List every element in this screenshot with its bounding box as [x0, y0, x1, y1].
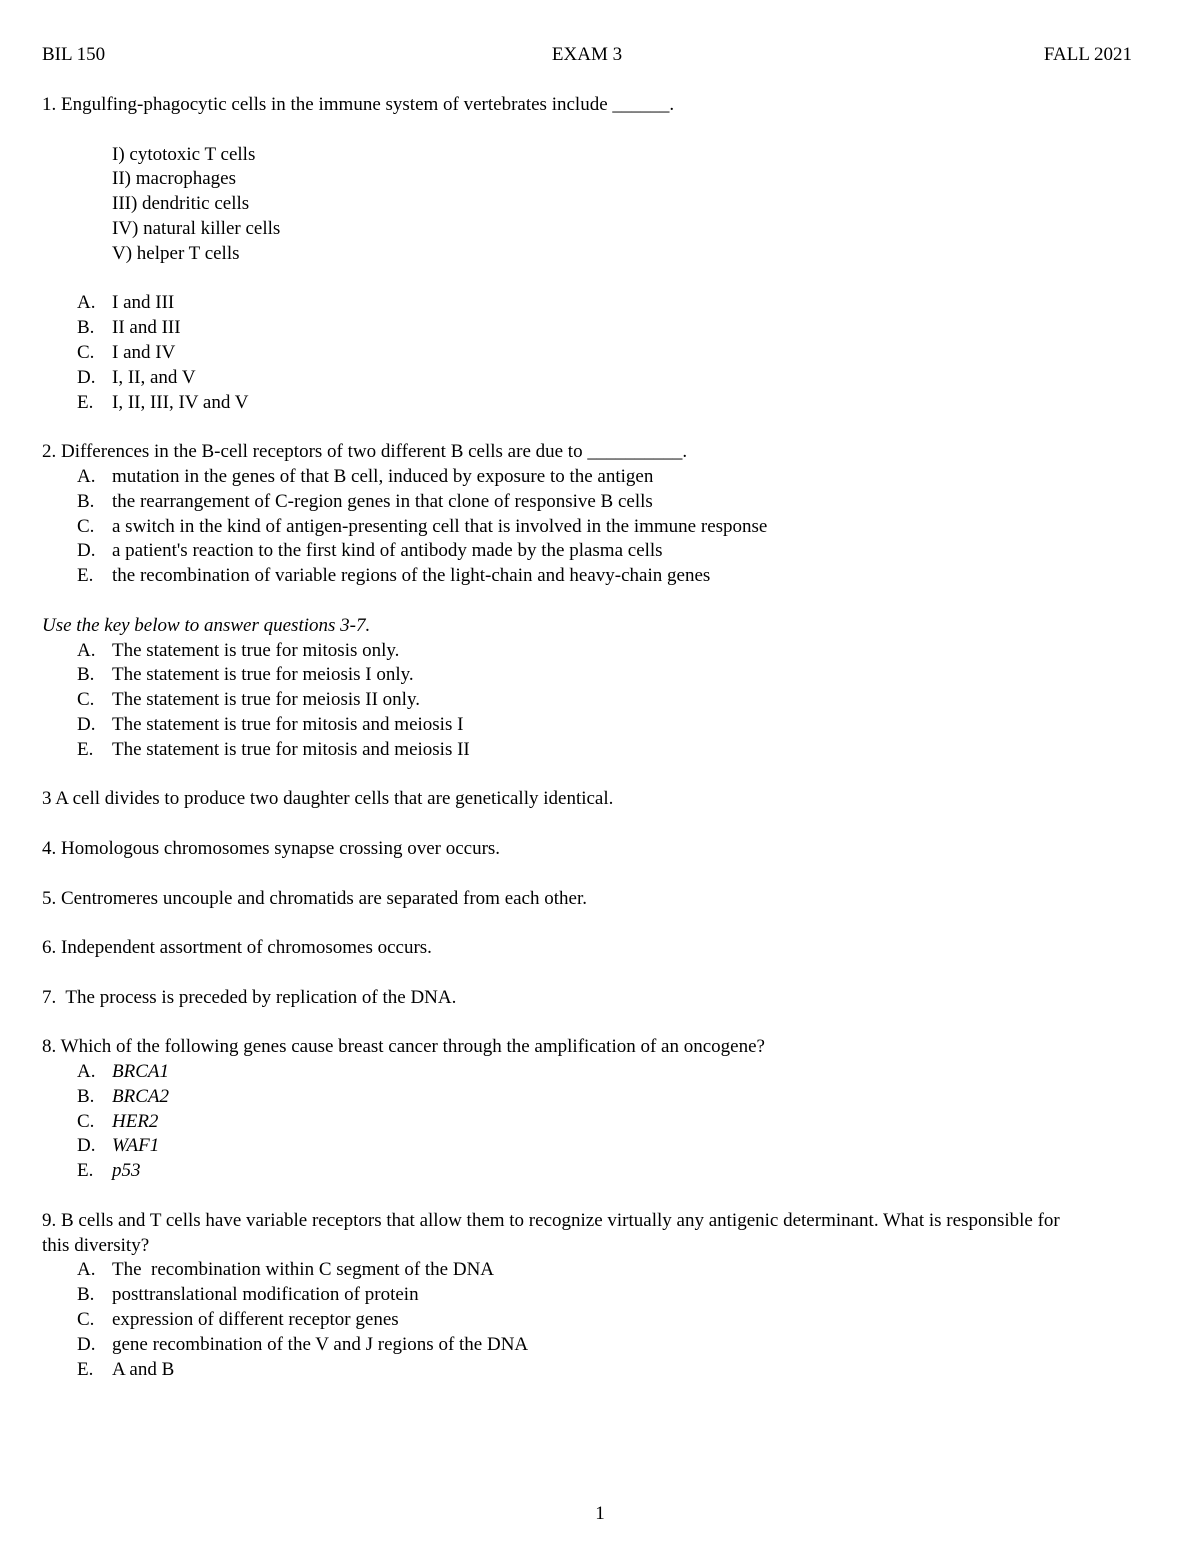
option-text: I and III — [112, 292, 175, 314]
option-text: the recombination of variable regions of the light-chain and heavy-chain genes — [112, 565, 711, 587]
option-letter: D. — [77, 1333, 96, 1355]
option-text: A and B — [112, 1358, 175, 1380]
exam-content — [42, 93, 1142, 1382]
key-option — [42, 688, 1142, 713]
question-2-end: . — [682, 441, 688, 463]
answer-option — [42, 1333, 1142, 1358]
answer-option — [42, 539, 1142, 564]
option-text: the rearrangement of C-region genes in that clone of responsive B cells — [112, 490, 653, 512]
option-letter: B. — [77, 1284, 95, 1306]
answer-option — [42, 1258, 1142, 1283]
answer-option — [42, 1085, 1142, 1110]
answer-option — [42, 316, 1142, 341]
option-text: BRCA1 — [112, 1061, 169, 1083]
key-option — [42, 738, 1142, 763]
question-1-stem — [42, 93, 1142, 118]
answer-option — [42, 1110, 1142, 1135]
page-number: 1 — [595, 1503, 605, 1524]
option-letter: B. — [77, 490, 95, 512]
question-1-end: . — [669, 94, 675, 115]
option-letter: B. — [77, 1085, 95, 1107]
key-option — [42, 713, 1142, 738]
question-2-stem — [42, 440, 1142, 465]
key-instructions: Use the key below to answer questions 3-7. — [42, 614, 371, 636]
option-text: p53 — [112, 1160, 141, 1182]
question-5: 5. Centromeres uncouple and chromatids are separated from each other. — [42, 887, 587, 909]
option-letter: A. — [77, 639, 96, 661]
course-code: BIL 150 — [42, 44, 106, 65]
option-letter: B. — [77, 317, 95, 339]
roman-item: I) cytotoxic T cells — [112, 143, 256, 165]
option-letter: C. — [77, 341, 95, 363]
option-letter: E. — [77, 1358, 94, 1380]
option-letter: C. — [77, 1110, 95, 1132]
key-option — [42, 663, 1142, 688]
question-1-text: 1. Engulfing-phagocytic cells in the immune system of vertebrates include — [42, 94, 613, 115]
answer-blank: __________ — [587, 441, 683, 463]
roman-item: V) helper T cells — [112, 242, 240, 264]
option-text: a switch in the kind of antigen-presenting cell that is involved in the immune response — [112, 515, 768, 537]
option-text: The statement is true for mitosis and meiosis I — [112, 713, 464, 735]
exam-title: EXAM 3 — [551, 44, 623, 65]
answer-option — [42, 1159, 1142, 1184]
option-text: posttranslational modification of protein — [112, 1284, 419, 1306]
option-letter: A. — [77, 1061, 96, 1083]
option-text: BRCA2 — [112, 1085, 169, 1107]
answer-option — [42, 391, 1142, 416]
option-text: I, II, and V — [112, 366, 196, 388]
answer-blank: ______ — [612, 94, 670, 115]
option-letter: A. — [77, 1259, 96, 1281]
option-text: I, II, III, IV and V — [112, 391, 249, 413]
answer-option — [42, 1060, 1142, 1085]
option-letter: B. — [77, 664, 95, 686]
question-4: 4. Homologous chromosomes synapse crossing over occurs. — [42, 837, 501, 859]
answer-option — [42, 341, 1142, 366]
option-text: WAF1 — [112, 1135, 160, 1157]
answer-option — [42, 490, 1142, 515]
option-letter: D. — [77, 713, 96, 735]
question-3: 3 A cell divides to produce two daughter cells that are genetically identical. — [42, 788, 614, 810]
option-letter: A. — [77, 292, 96, 314]
option-letter: C. — [77, 689, 95, 711]
option-letter: C. — [77, 515, 95, 537]
answer-option — [42, 291, 1142, 316]
option-text: The statement is true for mitosis and meiosis II — [112, 738, 470, 760]
roman-item: IV) natural killer cells — [112, 217, 281, 239]
option-letter: E. — [77, 565, 94, 587]
key-option — [42, 639, 1142, 664]
exam-term: FALL 2021 — [1043, 44, 1132, 65]
roman-item: III) dendritic cells — [112, 193, 250, 215]
question-6: 6. Independent assortment of chromosomes occurs. — [42, 937, 432, 959]
answer-option — [42, 1358, 1142, 1383]
option-text: HER2 — [112, 1110, 159, 1132]
option-text: The recombination within C segment of the DNA — [112, 1259, 495, 1281]
roman-item: II) macrophages — [112, 168, 236, 190]
option-text: The statement is true for mitosis only. — [112, 639, 400, 661]
option-text: I and IV — [112, 341, 176, 363]
answer-option — [42, 366, 1142, 391]
option-letter: E. — [77, 1160, 94, 1182]
answer-option — [42, 1308, 1142, 1333]
option-letter: E. — [77, 391, 94, 413]
answer-option — [42, 515, 1142, 540]
answer-option — [42, 1134, 1142, 1159]
page-header — [42, 44, 1132, 68]
answer-option — [42, 1283, 1142, 1308]
option-text: expression of different receptor genes — [112, 1309, 399, 1331]
option-text: II and III — [112, 317, 181, 339]
question-8-stem: 8. Which of the following genes cause breast cancer through the amplification of an oncogene? — [42, 1036, 765, 1058]
option-letter: A. — [77, 465, 96, 487]
option-letter: D. — [77, 1135, 96, 1157]
question-9-stem: 9. B cells and T cells have variable receptors that allow them to recognize virtually any antigenic determinant. What is responsible for this diversity? — [42, 1209, 1060, 1256]
option-text: a patient's reaction to the first kind of antibody made by the plasma cells — [112, 540, 663, 562]
option-letter: D. — [77, 366, 96, 388]
option-text: gene recombination of the V and J regions of the DNA — [112, 1333, 529, 1355]
option-text: mutation in the genes of that B cell, induced by exposure to the antigen — [112, 465, 654, 487]
option-letter: C. — [77, 1309, 95, 1331]
option-text: The statement is true for meiosis II only. — [112, 689, 420, 711]
answer-option — [42, 465, 1142, 490]
option-letter: E. — [77, 738, 94, 760]
option-letter: D. — [77, 540, 96, 562]
option-text: The statement is true for meiosis I only. — [112, 664, 414, 686]
question-7: 7. The process is preceded by replication of the DNA. — [42, 986, 457, 1008]
answer-option — [42, 564, 1142, 589]
question-2-text: 2. Differences in the B-cell receptors of two different B cells are due to — [42, 441, 588, 463]
